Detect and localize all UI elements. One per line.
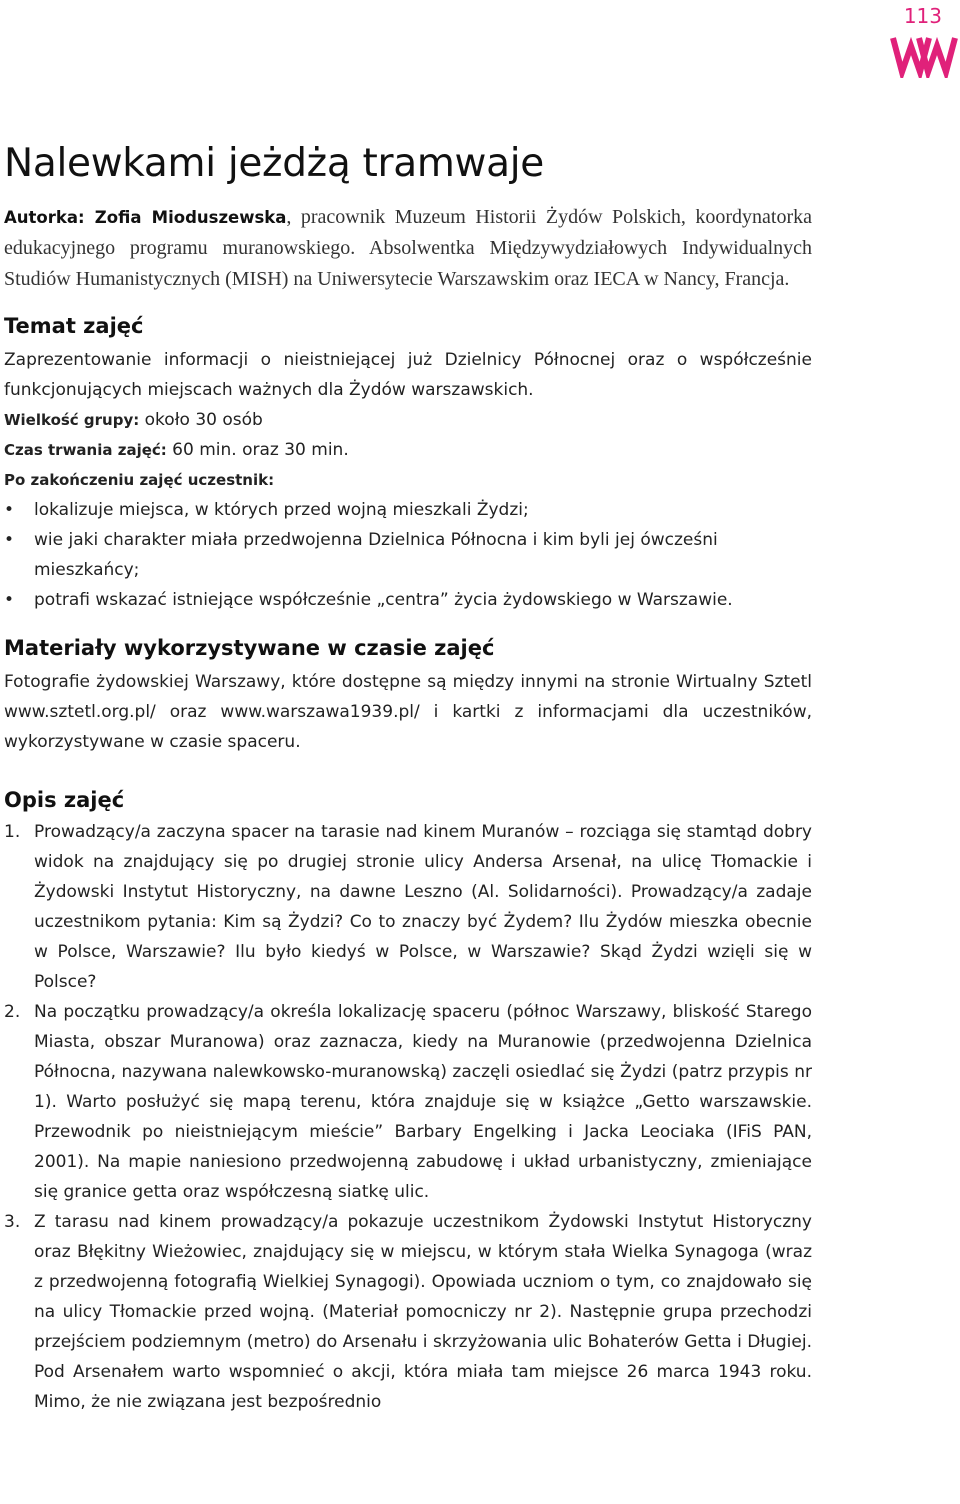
- document-body: [4, 138, 812, 1417]
- list-item: • wie jaki charakter miała przedwojenna Dzielnica Północna i kim byli jej ówcześni mieszkańcy;: [4, 525, 812, 585]
- duration: [4, 435, 812, 465]
- duration-value: 60 min. oraz 30 min.: [166, 440, 349, 460]
- outcomes-list: [4, 495, 812, 615]
- author-label: Autorka: Zofia Mioduszewska: [4, 208, 287, 227]
- list-item: 3. Z tarasu nad kinem prowadzący/a pokazuje uczestnikom Żydowski Instytut Historyczny oraz Błękitny Wieżowiec, znajdujący się w miejscu, w którym stała Wielka Synagoga (wraz z przedwojenną fotografią Wielkiej Synagogi). Opowiada uczniom o tym, co znajdowało się na ulicy Tłomackie przed wojną. (Materiał pomocniczy nr 2). Następnie grupa przechodzi przejściem podziemnym (metro) do Arsenału i skrzyżowania ulic Bohaterów Getta i Długiej. Pod Arsenałem warto wspomnieć o akcji, która miała tam miejsce 26 marca 1943 roku. Mimo, że nie związana jest bezpośrednio: [4, 1212, 812, 1412]
- page-title: Nalewkami jeżdżą tramwaje: [4, 141, 544, 186]
- group-size-value: około 30 osób: [139, 410, 263, 430]
- outcomes-label: Po zakończeniu zajęć uczestnik:: [4, 471, 275, 489]
- page-number: 113: [903, 4, 942, 28]
- list-item: • potrafi wskazać istniejące współcześnie „centra” życia żydowskiego w Warszawie.: [4, 585, 812, 615]
- group-size-label: Wielkość grupy:: [4, 411, 140, 429]
- materials-text: Fotografie żydowskiej Warszawy, które dostępne są między innymi na stronie Wirtualny Sztetl www.sztetl.org.pl/ oraz www.warszawa1939.pl/ i kartki z informacjami dla uczestników, wykorzystywane w czasie spaceru.: [4, 672, 812, 752]
- group-size: [4, 405, 812, 435]
- description-list: [4, 817, 812, 1417]
- list-item: • lokalizuje miejsca, w których przed wojną mieszkali Żydzi;: [4, 495, 812, 525]
- list-item: 2. Na początku prowadzący/a określa lokalizację spaceru (północ Warszawy, bliskość Starego Miasta, obszar Muranowa) oraz zaznacza, kiedy na Muranowie (przedwojenna Dzielnica Północna, nazywana nalewkowsko-muranowską) zaczęli osiedlać się Żydzi (patrz przypis nr 1). Warto posłużyć się mapą terenu, która znajduje się w książce „Getto warszawskie. Przewodnik po nieistniejącym mieście” Barbary Engelking i Jacka Leociaka (IFiS PAN, 2001). Na mapie naniesiono przedwojenną zabudowę i układ urbanistyczny, zmieniające się granice getta oraz współczesną siatkę ulic.: [4, 1002, 812, 1202]
- description-heading: Opis zajęć: [4, 788, 125, 812]
- topic-heading: Temat zajęć: [4, 314, 144, 338]
- ww-logo-icon: [890, 32, 958, 78]
- duration-label: Czas trwania zajęć:: [4, 441, 167, 459]
- topic-text: Zaprezentowanie informacji o nieistniejącej już Dzielnicy Północnej oraz o współcześnie funkcjonujących miejscach ważnych dla Żydów warszawskich.: [4, 350, 812, 400]
- author-text: , pracownik Muzeum Historii Żydów Polskich, koordynatorka edukacyjnego programu muranowskiego. Absolwentka Międzywydziałowych Indywidualnych Studiów Humanistycznych (MISH) na Uniwersytecie Warszawskim oraz IECA w Nancy, Francja.: [4, 206, 812, 290]
- materials-heading: Materiały wykorzystywane w czasie zajęć: [4, 636, 495, 660]
- author-paragraph: [4, 202, 812, 295]
- list-item: 1. Prowadzący/a zaczyna spacer na tarasie nad kinem Muranów – rozciąga się stamtąd dobry widok na znajdujący się po drugiej stronie ulicy Andersa Arsenał, na ulicę Tłomackie i Żydowski Instytut Historyczny, na dawne Leszno (Al. Solidarności). Prowadzący/a zadaje uczestnikom pytania: Kim są Żydzi? Co to znaczy być Żydem? Ilu Żydów mieszka obecnie w Polsce, Warszawie? Ilu było kiedyś w Polsce, w Warszawie? Skąd Żydzi wzięli się w Polsce?: [4, 822, 812, 992]
